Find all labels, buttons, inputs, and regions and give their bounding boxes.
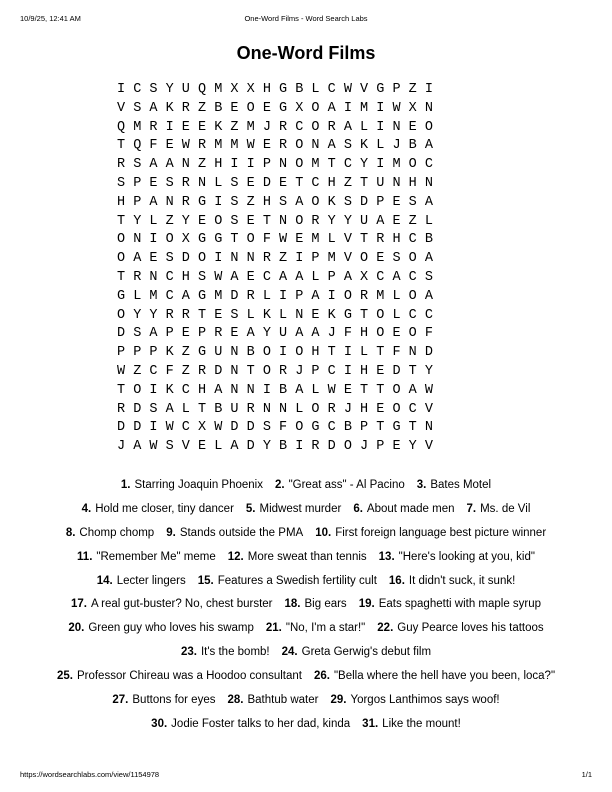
clue-text: Lecter lingers xyxy=(116,574,186,587)
clue-number: 24. xyxy=(281,646,298,659)
clue-text: Yorgos Lanthimos says woof! xyxy=(350,694,500,707)
clue-item xyxy=(82,503,234,515)
clue-number: 30. xyxy=(151,717,168,730)
grid-row: J A W S V E L A D Y B I R D O J P E Y V xyxy=(117,439,433,455)
clue-item xyxy=(266,622,365,634)
clue-item xyxy=(379,551,535,563)
clue-number: 17. xyxy=(70,598,87,611)
clue-item xyxy=(227,694,318,706)
clue-item xyxy=(198,575,377,587)
clue-number: 15. xyxy=(197,574,214,587)
clue-item xyxy=(359,598,541,610)
grid-row: W Z C F Z R D N T O R J P C I H E D T Y xyxy=(117,363,433,379)
clue-number: 9. xyxy=(166,526,176,539)
clue-number: 20. xyxy=(68,622,85,635)
clue-item xyxy=(330,694,499,706)
clue-text: Buttons for eyes xyxy=(132,694,216,707)
clue-text: Hold me closer, tiny dancer xyxy=(95,502,234,515)
grid-row: T R N C H S W A E C A A L P A X C A C S xyxy=(117,269,433,285)
clue-text: Features a Swedish fertility cult xyxy=(217,574,377,587)
print-datetime: 10/9/25, 12:41 AM xyxy=(20,14,81,23)
grid-row: T Y L Z Y E O S E T N O R Y Y U A E Z L xyxy=(117,213,433,229)
clue-item xyxy=(417,479,491,491)
clue-text: Like the mount! xyxy=(382,717,461,730)
clue-item xyxy=(228,551,367,563)
clue-item xyxy=(77,551,216,563)
clue-number: 23. xyxy=(180,646,197,659)
clue-item xyxy=(97,575,186,587)
clue-line xyxy=(0,474,612,498)
clue-text: Guy Pearce loves his tattoos xyxy=(397,622,544,635)
clue-line xyxy=(0,617,612,641)
clue-number: 3. xyxy=(416,479,427,491)
clue-text: Jodie Foster talks to her dad, kinda xyxy=(171,717,351,730)
clue-line xyxy=(0,713,612,737)
clue-number: 1. xyxy=(120,479,131,491)
grid-row: T Q F E W R M M W E R O N A S K L J B A xyxy=(117,138,433,154)
grid-row: O N I O X G G T O F W E M L V T R H C B xyxy=(117,232,433,248)
clue-text: It's the bomb! xyxy=(200,646,270,659)
clue-item xyxy=(377,622,543,634)
clue-item xyxy=(121,479,263,491)
clue-text: "Great ass" - Al Pacino xyxy=(288,479,405,491)
clue-text: "Remember Me" meme xyxy=(96,550,216,563)
clue-number: 22. xyxy=(377,622,394,635)
clue-text: More sweat than tennis xyxy=(247,550,367,563)
clue-item xyxy=(166,527,303,539)
clue-item xyxy=(151,718,350,730)
grid-row: V S A K R Z B E O E G X O A I M I W X N xyxy=(117,100,433,116)
clue-number: 7. xyxy=(466,502,477,515)
clue-line xyxy=(0,689,612,713)
clue-item xyxy=(315,527,546,539)
grid-row: G L M C A G M D R L I P A I O R M L O A xyxy=(117,288,433,304)
clue-text: Ms. de Vil xyxy=(480,502,531,515)
print-page-count: 1/1 xyxy=(581,770,592,779)
puzzle-title: One-Word Films xyxy=(236,43,376,63)
clue-text: Bathtub water xyxy=(247,694,319,707)
clue-number: 21. xyxy=(265,622,282,635)
clue-number: 10. xyxy=(315,526,332,539)
clue-item xyxy=(57,670,302,682)
clue-item xyxy=(112,694,215,706)
clue-number: 11. xyxy=(77,550,93,563)
clue-number: 28. xyxy=(227,694,244,707)
clue-number: 6. xyxy=(353,502,363,515)
clue-line xyxy=(0,665,612,689)
clue-number: 5. xyxy=(245,502,256,515)
clue-text: "No, I'm a star!" xyxy=(285,622,366,635)
clue-line xyxy=(0,570,612,594)
clue-item xyxy=(282,646,431,658)
clue-number: 26. xyxy=(313,670,330,683)
clue-item xyxy=(71,598,273,610)
clue-line xyxy=(0,641,612,665)
print-url: https://wordsearchlabs.com/view/1154978 xyxy=(20,770,160,779)
clue-number: 12. xyxy=(227,550,244,563)
clue-number: 31. xyxy=(362,717,379,730)
grid-row: Q M R I E E K Z M J R C O R A L I N E O xyxy=(117,119,433,135)
clue-text: Starring Joaquin Phoenix xyxy=(134,479,263,491)
clue-text: First foreign language best picture winner xyxy=(335,526,547,539)
clue-text: Greta Gerwig's debut film xyxy=(301,646,432,659)
clue-item xyxy=(362,718,461,730)
clue-text: "Bella where the hell have you been, loca?" xyxy=(333,670,556,683)
clue-line xyxy=(0,593,612,617)
clue-text: About made men xyxy=(366,502,455,515)
grid-row: O A E S D O I N N R Z I P M V O E S O A xyxy=(117,251,433,267)
clue-number: 29. xyxy=(330,694,347,707)
clue-number: 18. xyxy=(284,598,301,611)
clue-text: "Here's looking at you, kid" xyxy=(398,550,535,563)
clue-text: Chomp chomp xyxy=(79,526,155,539)
clue-number: 27. xyxy=(112,694,129,707)
clue-list xyxy=(0,474,612,737)
clue-text: Bates Motel xyxy=(430,479,492,491)
clue-number: 16. xyxy=(388,574,405,587)
clue-line xyxy=(0,498,612,522)
clue-text: Professor Chireau was a Hoodoo consultant xyxy=(76,670,302,683)
clue-item xyxy=(66,527,154,539)
clue-item xyxy=(314,670,555,682)
clue-item xyxy=(353,503,454,515)
print-page-title: One-Word Films - Word Search Labs xyxy=(244,14,368,23)
grid-row: P P P K Z G U N B O I O H T I L T F N D xyxy=(117,345,433,361)
clue-number: 13. xyxy=(378,550,395,563)
clue-item xyxy=(181,646,270,658)
clue-number: 2. xyxy=(274,479,285,491)
clue-line xyxy=(0,546,612,570)
clue-number: 8. xyxy=(65,526,76,539)
clue-text: Big ears xyxy=(304,598,347,611)
grid-row: R D S A L T B U R N N L O R J H E O C V xyxy=(117,401,433,417)
grid-row: D D I W C X W D D S F O G C B P T G T N xyxy=(117,420,433,436)
clue-item xyxy=(246,503,341,515)
grid-row: H P A N R G I S Z H S A O K S D P E S A xyxy=(117,194,433,210)
clue-item xyxy=(467,503,531,515)
clue-text: Green guy who loves his swamp xyxy=(88,622,254,635)
grid-row: O Y Y R R T E S L K L N E K G T O L C C xyxy=(117,307,433,323)
clue-item xyxy=(68,622,254,634)
clue-item xyxy=(389,575,515,587)
grid-row: R S A A N Z H I I P N O M T C Y I M O C xyxy=(117,157,433,173)
clue-text: It didn't suck, it sunk! xyxy=(408,574,516,587)
clue-number: 19. xyxy=(358,598,375,611)
clue-text: Eats spaghetti with maple syrup xyxy=(378,598,542,611)
clue-item xyxy=(275,479,405,491)
clue-number: 4. xyxy=(81,502,92,515)
letter-grid xyxy=(117,81,433,457)
clue-item xyxy=(285,598,347,610)
grid-row: T O I K C H A N N I B A L W E T T O A W xyxy=(117,382,433,398)
grid-row: D S A P E P R E A Y U A A J F H O E O F xyxy=(117,326,433,342)
grid-row: S P E S R N L S E D E T C H Z T U N H N xyxy=(117,175,433,191)
grid-row: I C S Y U Q M X X H G B L C W V G P Z I xyxy=(117,82,433,97)
clue-text: Stands outside the PMA xyxy=(179,526,304,539)
clue-number: 14. xyxy=(96,574,113,587)
clue-line xyxy=(0,522,612,546)
clue-text: A real gut-buster? No, chest burster xyxy=(90,598,273,611)
clue-number: 25. xyxy=(56,670,73,683)
clue-text: Midwest murder xyxy=(259,502,342,515)
